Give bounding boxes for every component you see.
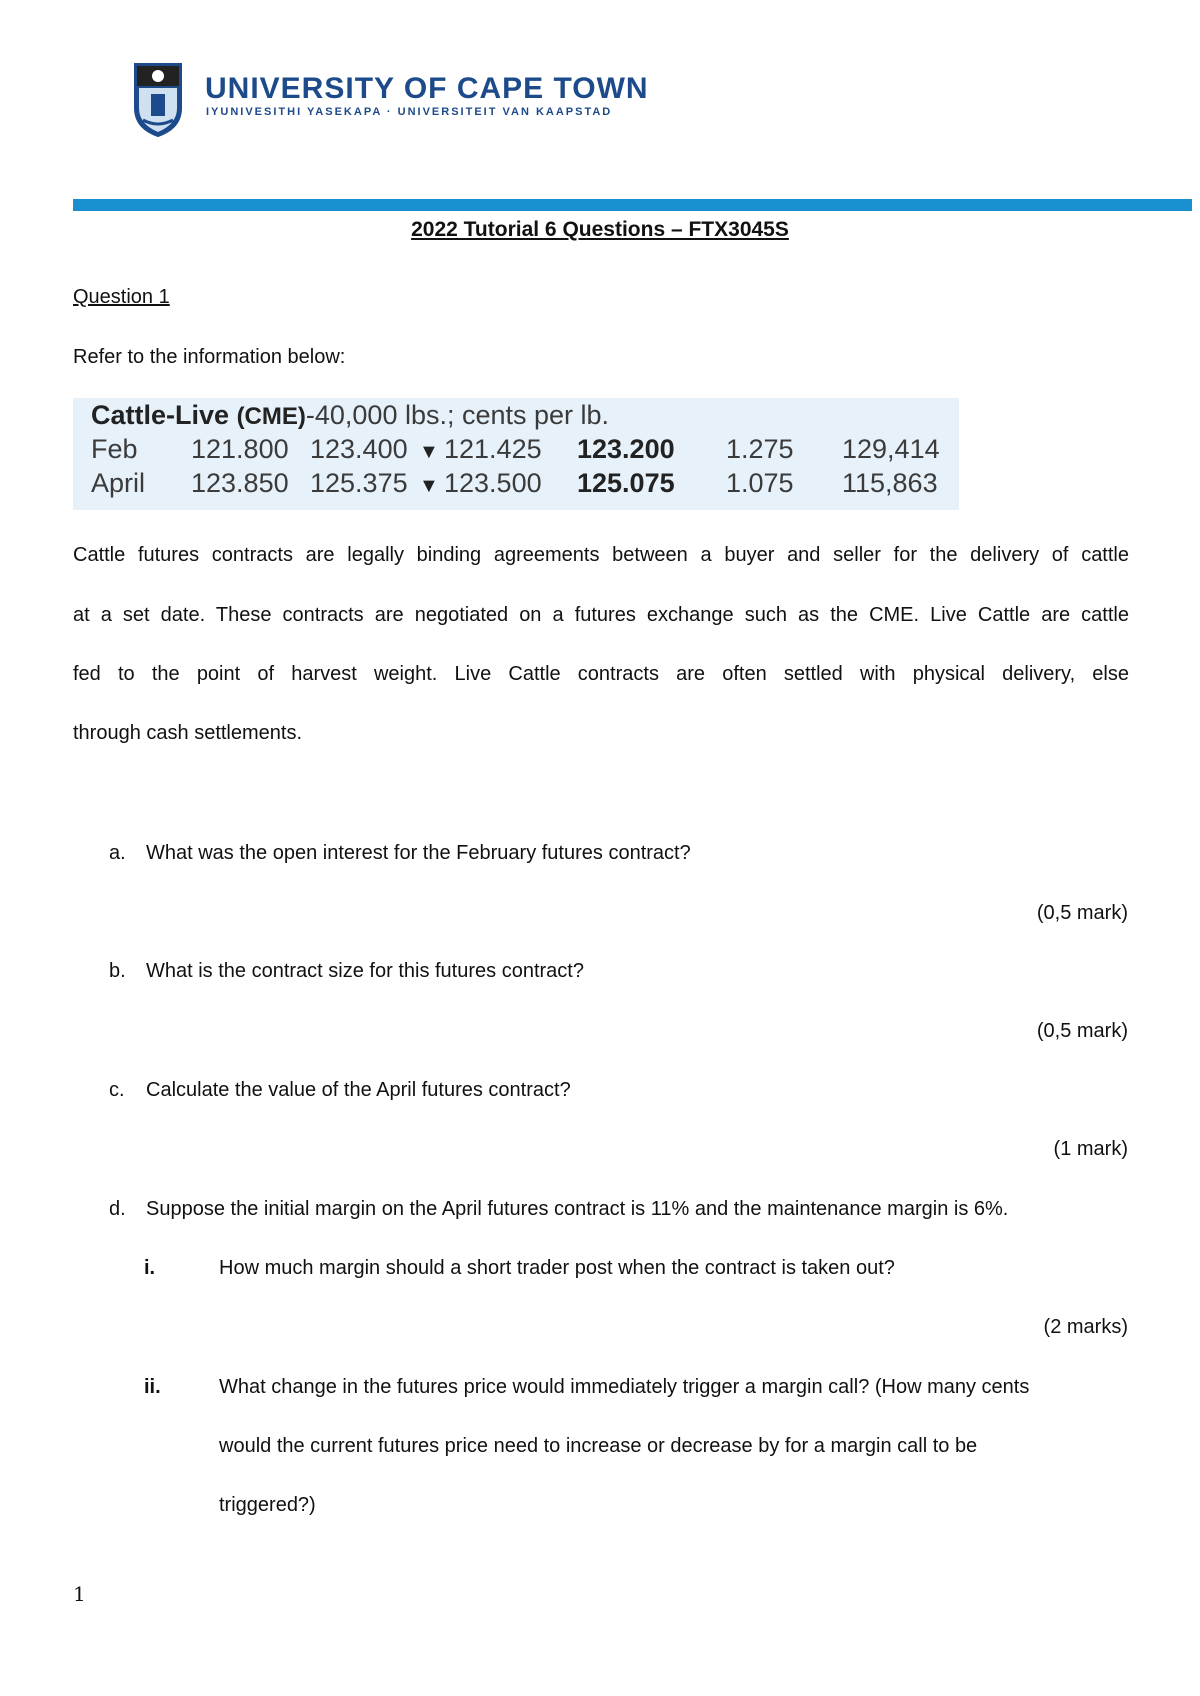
quote-month: Feb	[91, 434, 138, 464]
quote-low: 121.425	[444, 434, 542, 464]
question-label: d.	[109, 1198, 126, 1220]
quote-open: 121.800	[191, 434, 289, 464]
quote-title-commodity: Cattle-Live	[91, 400, 230, 430]
subquestion-text-line: would the current futures price need to increase or decrease by for a margin call to be	[219, 1435, 978, 1457]
quote-month: April	[91, 468, 146, 498]
subquestion-text-line: triggered?)	[219, 1494, 316, 1516]
down-triangle-icon: ▼	[419, 441, 439, 463]
paragraph-line: at a set date. These contracts are negotiated on a futures exchange such as the CME. Live Cattle are cattle	[73, 604, 1129, 626]
quote-open-interest: 115,863	[842, 468, 938, 498]
question-label: a.	[109, 842, 126, 864]
quote-high: 125.375	[310, 468, 408, 498]
quote-title	[91, 400, 609, 431]
question-text: What is the contract size for this futures contract?	[146, 960, 584, 982]
down-triangle-icon: ▼	[419, 475, 439, 497]
quote-change: 1.275	[726, 434, 794, 464]
page-number: 1	[73, 1582, 86, 1606]
quote-open-interest: 129,414	[842, 434, 940, 464]
quote-open: 123.850	[191, 468, 289, 498]
question-text: Suppose the initial margin on the April futures contract is 11% and the maintenance margin is 6%.	[146, 1198, 1009, 1220]
futures-quote-table	[73, 398, 959, 510]
quote-settle: 125.075	[577, 468, 675, 498]
intro-text: Refer to the information below:	[73, 346, 346, 368]
subquestion-label: ii.	[144, 1376, 161, 1398]
question-label: c.	[109, 1079, 125, 1101]
paragraph-line: through cash settlements.	[73, 722, 303, 744]
question-mark: (0,5 mark)	[1036, 1020, 1128, 1042]
subquestion-label: i.	[144, 1257, 156, 1279]
header-rule	[73, 199, 1192, 211]
quote-change: 1.075	[726, 468, 794, 498]
question-mark: (0,5 mark)	[1036, 902, 1128, 924]
paragraph-line: Cattle futures contracts are legally binding agreements between a buyer and seller for the delivery of cattle	[73, 544, 1129, 566]
subquestion-text: How much margin should a short trader post when the contract is taken out?	[219, 1257, 895, 1279]
university-subtitle: IYUNIVESITHI YASEKAPA · UNIVERSITEIT VAN KAAPSTAD	[206, 106, 613, 118]
university-crest-icon	[133, 62, 183, 138]
question-label: b.	[109, 960, 126, 982]
quote-low: 123.500	[444, 468, 542, 498]
quote-high: 123.400	[310, 434, 408, 464]
paragraph-line: fed to the point of harvest weight. Live Cattle contracts are often settled with physical delivery, else	[73, 663, 1129, 685]
question-text: Calculate the value of the April futures contract?	[146, 1079, 571, 1101]
university-name: UNIVERSITY OF CAPE TOWN	[205, 72, 649, 105]
question-heading: Question 1	[73, 286, 170, 308]
quote-settle: 123.200	[577, 434, 675, 464]
quote-title-contract: -40,000 lbs.; cents per lb.	[305, 400, 610, 430]
subquestion-mark: (2 marks)	[1043, 1316, 1128, 1338]
document-title: 2022 Tutorial 6 Questions – FTX3045S	[411, 218, 789, 241]
question-mark: (1 mark)	[1053, 1138, 1128, 1160]
question-text: What was the open interest for the February futures contract?	[146, 842, 691, 864]
quote-title-exchange: (CME)	[236, 403, 306, 430]
subquestion-text-line: What change in the futures price would immediately trigger a margin call? (How many cents	[219, 1376, 1030, 1398]
